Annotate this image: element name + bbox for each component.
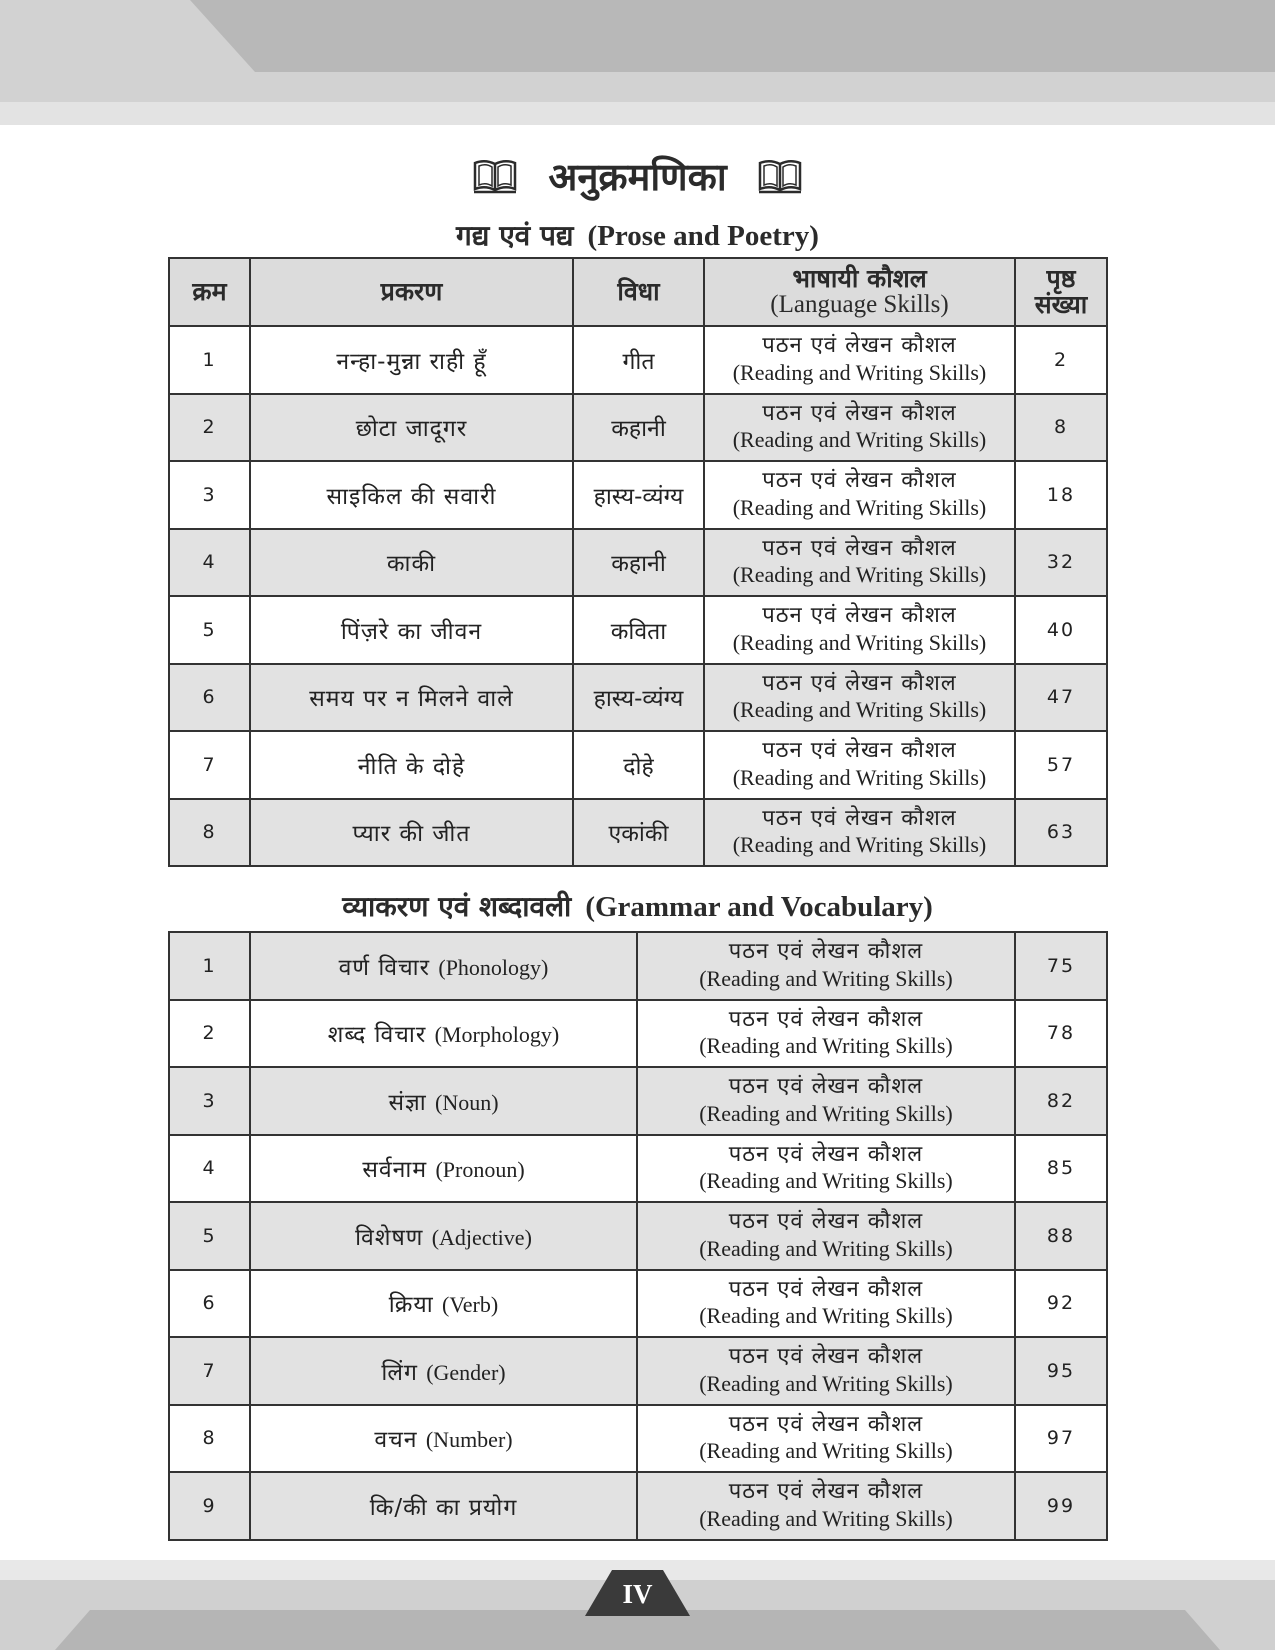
row-topic-en: (Morphology) <box>434 1022 560 1048</box>
row-page: 32 <box>1015 529 1107 597</box>
row-serial: 5 <box>169 596 250 664</box>
row-skill-hi: पठन एवं लेखन कौशल <box>728 1344 924 1370</box>
row-topic <box>250 1405 637 1473</box>
row-topic: नीति के दोहे <box>250 731 573 799</box>
table-row <box>169 1000 1107 1068</box>
grammar-vocabulary-table <box>168 931 1108 1541</box>
row-topic <box>250 1202 637 1270</box>
row-topic <box>250 1337 637 1405</box>
table-row <box>169 932 1107 1000</box>
table-row <box>169 394 1107 462</box>
row-topic-hi: शब्द विचार <box>327 1022 427 1049</box>
row-topic: प्यार की जीत <box>250 799 573 867</box>
row-page: 47 <box>1015 664 1107 732</box>
row-topic: साइकिल की सवारी <box>250 461 573 529</box>
row-topic-en: (Gender) <box>426 1359 506 1385</box>
row-topic: समय पर न मिलने वाले <box>250 664 573 732</box>
row-skill <box>704 731 1015 799</box>
page-number: IV <box>622 1578 653 1609</box>
row-skill-en: (Reading and Writing Skills) <box>699 965 953 991</box>
row-topic-en: (Phonology) <box>438 954 549 980</box>
section1-heading-en: (Prose and Poetry) <box>587 220 819 252</box>
row-skill-hi: पठन एवं लेखन कौशल <box>762 670 957 696</box>
row-page: 99 <box>1015 1472 1107 1540</box>
row-topic <box>250 1135 637 1203</box>
row-skill-hi: पठन एवं लेखन कौशल <box>762 603 957 629</box>
table-row <box>169 1067 1107 1135</box>
row-topic: छोटा जादूगर <box>250 394 573 462</box>
row-skill-hi: पठन एवं लेखन कौशल <box>762 400 957 426</box>
header-skills-hi: भाषायी कौशल <box>792 263 927 293</box>
row-page: 75 <box>1015 932 1107 1000</box>
row-skill-en: (Reading and Writing Skills) <box>732 427 987 453</box>
row-serial: 1 <box>169 932 250 1000</box>
row-topic-hi: क्रिया <box>388 1292 434 1319</box>
row-skill <box>704 596 1015 664</box>
row-skill-hi: पठन एवं लेखन कौशल <box>762 535 957 561</box>
row-topic <box>250 1270 637 1338</box>
table-row <box>169 529 1107 597</box>
row-topic-hi: विशेषण <box>355 1224 424 1251</box>
table-row <box>169 1405 1107 1473</box>
row-skill-hi: पठन एवं लेखन कौशल <box>728 1479 924 1505</box>
section1-heading-hi: गद्य एवं पद्य <box>456 219 574 252</box>
row-skill-en: (Reading and Writing Skills) <box>699 1033 953 1059</box>
row-page: 88 <box>1015 1202 1107 1270</box>
row-topic-en: (Adjective) <box>431 1224 532 1250</box>
row-skill <box>637 1337 1015 1405</box>
row-skill <box>704 799 1015 867</box>
header-genre: विधा <box>573 258 704 326</box>
row-skill <box>704 394 1015 462</box>
row-serial: 4 <box>169 1135 250 1203</box>
prose-poetry-table <box>168 257 1108 867</box>
row-serial: 7 <box>169 1337 250 1405</box>
row-topic <box>250 932 637 1000</box>
title-text: अनुक्रमणिका <box>548 155 727 199</box>
row-skill <box>704 664 1015 732</box>
row-skill <box>704 326 1015 394</box>
row-skill-en: (Reading and Writing Skills) <box>699 1370 953 1396</box>
row-topic-en: (Number) <box>425 1427 513 1453</box>
row-topic: पिंज़रे का जीवन <box>250 596 573 664</box>
table-row <box>169 1202 1107 1270</box>
row-skill-en: (Reading and Writing Skills) <box>699 1100 953 1126</box>
row-page: 78 <box>1015 1000 1107 1068</box>
row-skill-hi: पठन एवं लेखन कौशल <box>728 1141 924 1167</box>
row-skill-hi: पठन एवं लेखन कौशल <box>762 333 957 359</box>
table-row <box>169 731 1107 799</box>
table-row <box>169 664 1107 732</box>
row-serial: 3 <box>169 461 250 529</box>
table-row <box>169 1337 1107 1405</box>
header-topic: प्रकरण <box>250 258 573 326</box>
table-header-row <box>169 258 1107 326</box>
section2-heading-hi: व्याकरण एवं शब्दावली <box>342 890 572 923</box>
row-skill <box>637 1000 1015 1068</box>
row-genre: गीत <box>573 326 704 394</box>
row-skill-hi: पठन एवं लेखन कौशल <box>728 939 924 965</box>
row-skill <box>637 1202 1015 1270</box>
row-topic-hi: वचन <box>374 1427 418 1454</box>
row-skill-en: (Reading and Writing Skills) <box>699 1505 953 1531</box>
row-skill <box>637 1067 1015 1135</box>
row-page: 18 <box>1015 461 1107 529</box>
row-skill-en: (Reading and Writing Skills) <box>732 832 987 858</box>
row-skill-en: (Reading and Writing Skills) <box>732 697 987 723</box>
page-title <box>0 148 1275 204</box>
row-serial: 3 <box>169 1067 250 1135</box>
row-topic-hi: सर्वनाम <box>362 1157 428 1184</box>
row-skill <box>637 932 1015 1000</box>
row-serial: 6 <box>169 1270 250 1338</box>
table-row <box>169 596 1107 664</box>
row-serial: 6 <box>169 664 250 732</box>
row-skill-en: (Reading and Writing Skills) <box>732 629 987 655</box>
section2-heading-en: (Grammar and Vocabulary) <box>585 891 933 923</box>
row-serial: 2 <box>169 1000 250 1068</box>
row-topic <box>250 1067 637 1135</box>
row-serial: 8 <box>169 799 250 867</box>
row-skill-hi: पठन एवं लेखन कौशल <box>728 1006 924 1032</box>
row-topic: काकी <box>250 529 573 597</box>
row-genre: एकांकी <box>573 799 704 867</box>
row-skill-hi: पठन एवं लेखन कौशल <box>728 1276 924 1302</box>
row-topic-hi: संज्ञा <box>388 1089 427 1116</box>
row-genre: कहानी <box>573 394 704 462</box>
row-serial: 7 <box>169 731 250 799</box>
row-skill <box>637 1405 1015 1473</box>
open-book-icon <box>757 158 803 194</box>
table-row <box>169 1270 1107 1338</box>
row-skill <box>704 529 1015 597</box>
row-skill-en: (Reading and Writing Skills) <box>732 562 987 588</box>
row-page: 85 <box>1015 1135 1107 1203</box>
header-page-number: पृष्ठ संख्या <box>1015 258 1107 326</box>
row-skill-hi: पठन एवं लेखन कौशल <box>728 1411 924 1437</box>
row-skill-en: (Reading and Writing Skills) <box>699 1303 953 1329</box>
row-page: 95 <box>1015 1337 1107 1405</box>
row-skill-hi: पठन एवं लेखन कौशल <box>728 1074 924 1100</box>
row-genre: कविता <box>573 596 704 664</box>
row-serial: 1 <box>169 326 250 394</box>
row-page: 92 <box>1015 1270 1107 1338</box>
top-decorative-band <box>0 0 1275 130</box>
table-row <box>169 461 1107 529</box>
table-row <box>169 799 1107 867</box>
row-skill-hi: पठन एवं लेखन कौशल <box>762 805 957 831</box>
row-page: 2 <box>1015 326 1107 394</box>
row-skill-en: (Reading and Writing Skills) <box>732 359 987 385</box>
row-skill-en: (Reading and Writing Skills) <box>699 1438 953 1464</box>
table-row <box>169 326 1107 394</box>
section-heading-grammar-vocabulary <box>0 887 1275 925</box>
row-skill-hi: पठन एवं लेखन कौशल <box>762 468 957 494</box>
row-skill-hi: पठन एवं लेखन कौशल <box>728 1209 924 1235</box>
row-page: 8 <box>1015 394 1107 462</box>
row-page: 57 <box>1015 731 1107 799</box>
row-skill-hi: पठन एवं लेखन कौशल <box>762 738 957 764</box>
header-skills-en: (Language Skills) <box>770 291 949 318</box>
row-skill-en: (Reading and Writing Skills) <box>699 1168 953 1194</box>
row-skill <box>704 461 1015 529</box>
row-serial: 4 <box>169 529 250 597</box>
row-topic-en: (Verb) <box>442 1292 499 1318</box>
row-skill-en: (Reading and Writing Skills) <box>732 764 987 790</box>
row-serial: 5 <box>169 1202 250 1270</box>
row-serial: 8 <box>169 1405 250 1473</box>
section-heading-prose-poetry <box>0 216 1275 254</box>
row-genre: दोहे <box>573 731 704 799</box>
header-serial: क्रम <box>169 258 250 326</box>
header-language-skills <box>704 258 1015 326</box>
row-skill-en: (Reading and Writing Skills) <box>732 494 987 520</box>
row-genre: कहानी <box>573 529 704 597</box>
row-topic-en: (Pronoun) <box>435 1157 525 1183</box>
row-serial: 9 <box>169 1472 250 1540</box>
row-topic-hi: लिंग <box>381 1359 418 1386</box>
row-topic <box>250 1472 637 1540</box>
row-topic-hi: वर्ण विचार <box>338 954 431 981</box>
row-genre: हास्य-व्यंग्य <box>573 461 704 529</box>
row-skill <box>637 1270 1015 1338</box>
row-page: 97 <box>1015 1405 1107 1473</box>
row-serial: 2 <box>169 394 250 462</box>
table-row <box>169 1135 1107 1203</box>
row-page: 40 <box>1015 596 1107 664</box>
row-topic-hi: कि/की का प्रयोग <box>369 1494 518 1521</box>
row-page: 82 <box>1015 1067 1107 1135</box>
row-genre: हास्य-व्यंग्य <box>573 664 704 732</box>
row-topic-en: (Noun) <box>435 1089 499 1115</box>
row-topic <box>250 1000 637 1068</box>
row-page: 63 <box>1015 799 1107 867</box>
row-skill <box>637 1135 1015 1203</box>
table-row <box>169 1472 1107 1540</box>
row-skill <box>637 1472 1015 1540</box>
open-book-icon <box>472 158 518 194</box>
row-topic: नन्हा-मुन्ना राही हूँ <box>250 326 573 394</box>
row-skill-en: (Reading and Writing Skills) <box>699 1235 953 1261</box>
